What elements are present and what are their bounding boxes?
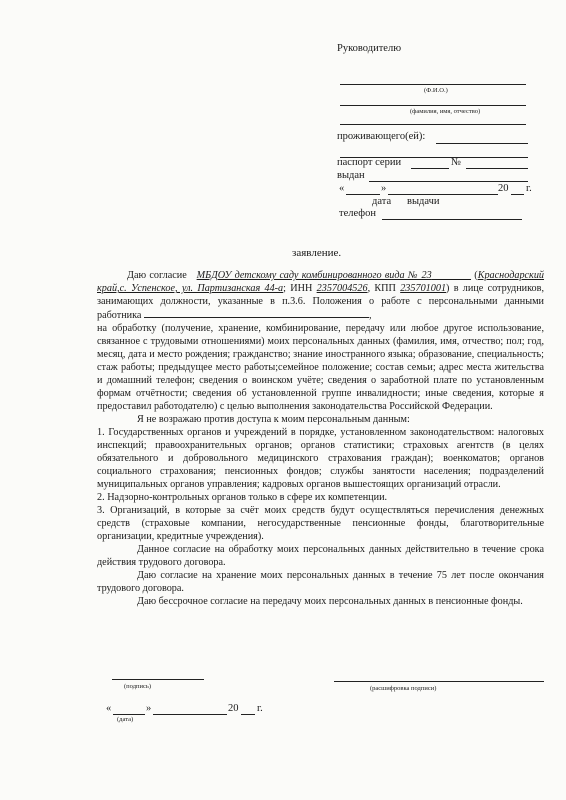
residing-label: проживающего(ей): [337, 131, 426, 142]
surname-caption: (фамилия, имя, отчество) [410, 108, 481, 115]
issued-line[interactable] [369, 181, 528, 182]
passport-series-line[interactable] [411, 168, 449, 169]
issue-year-suffix: г. [526, 183, 532, 194]
issue-month-line[interactable] [388, 194, 498, 195]
list-item-1: 1. Государственных органов и учреждений в порядке, установленном законодательством: налоговых инспекций; правоохранительных органов; органов статистики; страховых агентств (в целях обязательного и добровольного медицинского страхования граждан); военкоматов; органов социального страхования; пенсионных фондов; службы занятости населения; подразделений муниципальных органов управления; кадровых органов вышестоящих организаций отрасли. [97, 427, 544, 490]
sign-year-suffix: г. [257, 703, 263, 714]
kpp-value: 235701001 [400, 283, 447, 294]
phone-label: телефон [339, 208, 376, 219]
list-item-3: 3. Организаций, в которые за счёт моих средств будут осуществляться перечисления денежных средств (страховые компании, негосударственные пенсионные фонды, благотворительные организации, кредитные учреждения). [97, 505, 544, 542]
consent-intro: Даю согласие [127, 270, 187, 281]
document-title: заявление. [292, 247, 342, 259]
date-open-quote: « [106, 703, 112, 714]
org-address: Краснодарский край,с. Успенское, ул. Партизанская 44-а [97, 270, 545, 294]
no-objection-text: Я не возражаю против доступа к моим персональным данным: [137, 414, 410, 425]
org-paren: ( [474, 270, 478, 281]
issue-date-caption-2: выдачи [407, 196, 440, 207]
consent-paragraph: Даю согласие МБДОУ детскому саду комбинированного вида № 23 (Краснодарский край,с. Успенское, ул. Партизанская 44-а; ИНН 2357004526, КПП 235701001) в лице сотрудников, занимающих должности, указанные в п.3.6. Положения о работе с персональными данными работника , на обработку (получение, хранение, комбинирование, передачу или любое другое использование, связанное с трудовыми отношениями) моих персональных данных (фамилия, имя, отчество; пол; год, месяц, дата и место рождения; гражданство; знание иностранного языка; образование, специальность; стаж работы; предыдущее место работы;семейное положение; состав семьи; адрес места жительства и домашний телефон; сведения о воинском учёте; сведения о заработной плате по установленным формам отчётности; сведения об установленной группе инвалидности; иные сведения, которые я предоставил работодателю) с целью выполнения законодательства Российской Федерации. Я не возражаю против доступа к моим персональным данным: 1. Государственных органов и учреждений в порядке, установленном законодательством: налоговых инспекций; правоохранительных органов; органов статистики; страховых агентств (в целях обязательного и добровольного медицинского страхования граждан); военкоматов; органов социального страхования; пенсионных фондов; службы занятости населения; подразделений муниципальных органов управления; кадровых органов вышестоящих организаций отрасли. 2. Надзорно-контрольных органов только в сфере их компетенции. 3. Организаций, в которые за счёт моих средств будут осуществляться перечисления денежных средств (страховые компании, негосударственные пенсионные фонды, благотворительные организации, кредитные учреждения). Данное согласие на обработку моих персональных данных действительно в течение срока действия трудового договора. Даю согласие на хранение моих персональных данных в течение 75 лет после окончания трудового договора. Даю бессрочное согласие на передачу моих персональных данных в пенсионные фонды. [97, 270, 545, 607]
org-name: МБДОУ детскому саду комбинированного вида № 23 [196, 270, 432, 281]
issue-date-close-quote: » [381, 183, 387, 194]
passport-no-label: № [451, 157, 462, 168]
sign-day-line[interactable] [113, 714, 145, 715]
sign-year-prefix: 20 [228, 703, 239, 714]
issue-year-prefix: 20 [498, 183, 509, 194]
issue-day-line[interactable] [346, 194, 380, 195]
sign-month-line[interactable] [153, 714, 227, 715]
consent-main-text: на обработку (получение, хранение, комбинирование, передачу или любое другое использование, связанное с трудовыми отношениями) моих персональных данных (фамилия, имя, отчество; пол; год, месяц, дата и место рождения; гражданство; знание иностранного языка; образование, специальность; стаж работы; предыдущее место работы;семейное положение; состав семьи; адрес места жительства и домашний телефон; сведения о воинском учёте; сведения о заработной плате по установленным формам отчётности; сведения об установленной группе инвалидности; иные сведения, которые я предоставил работодателю) с целью выполнения законодательства Российской Федерации. [97, 323, 544, 412]
phone-line[interactable] [382, 219, 522, 220]
inn-value: 2357004526 [316, 283, 368, 294]
signature-line[interactable] [112, 679, 204, 680]
surname-line[interactable] [340, 105, 526, 106]
issue-year-line[interactable] [511, 194, 524, 195]
kpp-label: , КПП [367, 283, 396, 294]
addressee: Руководителю [337, 43, 402, 54]
consent-after-kpp: ) в лице сотрудников, занимающих должности, указанные в п.3.6. Положения о работе с персональными данными работника [97, 283, 545, 321]
decryption-caption: (расшифровка подписи) [370, 685, 437, 692]
list-item-2: 2. Надзорно-контрольных органов только в сфере их компетенции. [97, 492, 388, 503]
date-close-quote: » [146, 703, 152, 714]
storage-paragraph: Даю согласие на хранение моих персональных данных в течение 75 лет после окончания трудового договора. [97, 570, 544, 594]
passport-series-label: паспорт серии [337, 157, 402, 168]
transfer-paragraph: Даю бессрочное согласие на передачу моих персональных данных в пенсионные фонды. [137, 596, 523, 607]
date-caption: (дата) [117, 716, 134, 723]
blank-line-1[interactable] [340, 124, 526, 125]
signature-caption: (подпись) [124, 683, 151, 690]
sign-year-line[interactable] [241, 714, 255, 715]
passport-no-line[interactable] [466, 168, 528, 169]
issued-label: выдан [337, 170, 365, 181]
decryption-line[interactable] [334, 681, 544, 682]
issue-date-caption-1: дата [372, 196, 392, 207]
inn-label: ; ИНН [283, 283, 313, 294]
fio-line[interactable] [340, 84, 526, 85]
residing-line[interactable] [436, 143, 528, 144]
fio-caption: (Ф.И.О.) [424, 87, 448, 94]
employee-name-line[interactable] [144, 308, 369, 318]
validity-paragraph: Данное согласие на обработку моих персональных данных действительно в течение срока действия трудового договора. [97, 544, 544, 568]
issue-date-open-quote: « [339, 183, 345, 194]
